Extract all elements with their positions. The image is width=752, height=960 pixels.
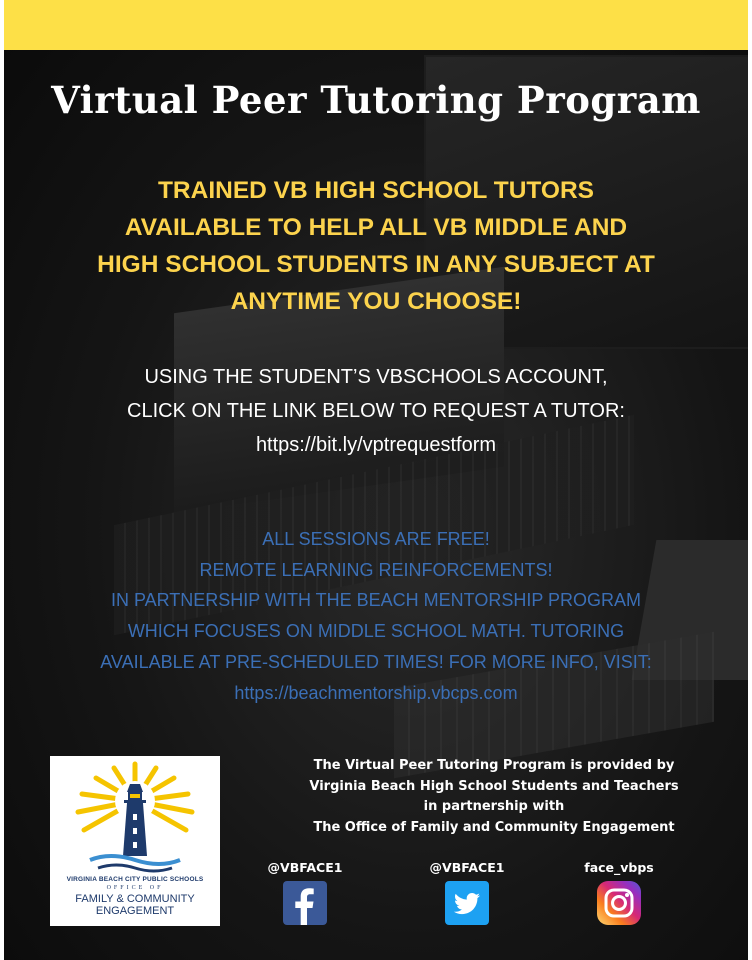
instructions (44, 360, 708, 462)
headline-line: TRAINED VB HIGH SCHOOL TUTORS (157, 177, 595, 204)
headline-line: ANYTIME YOU CHOOSE! (230, 288, 522, 315)
info-line: AVAILABLE AT PRE-SCHEDULED TIMES! FOR MORE INFO, VISIT: (100, 651, 652, 672)
twitter-handle: @VBFACE1 (429, 860, 505, 875)
instructions-line: CLICK ON THE LINK BELOW TO REQUEST A TUTOR: (127, 400, 625, 422)
flyer (4, 0, 748, 960)
info-line: IN PARTNERSHIP WITH THE BEACH MENTORSHIP PROGRAM (110, 590, 642, 611)
provided-line: The Virtual Peer Tutoring Program is provided by (313, 758, 675, 773)
provided-line: Virginia Beach High School Students and Teachers (309, 778, 679, 794)
instagram-link[interactable] (564, 860, 674, 925)
headline-line: HIGH SCHOOL STUDENTS IN ANY SUBJECT AT (97, 251, 655, 278)
top-yellow-bar (4, 0, 748, 50)
program-info (14, 524, 738, 708)
info-line: ALL SESSIONS ARE FREE! (262, 529, 490, 549)
flyer-title: Virtual Peer Tutoring Program (51, 78, 701, 122)
instructions-line: USING THE STUDENT’S VBSCHOOLS ACCOUNT, (144, 366, 608, 388)
instagram-icon[interactable] (597, 881, 641, 925)
facebook-link[interactable] (250, 860, 360, 925)
twitter-icon[interactable] (445, 881, 489, 925)
provided-line: The Office of Family and Community Engagement (313, 819, 675, 835)
logo-line-3a: FAMILY & COMMUNITY (75, 893, 195, 905)
twitter-link[interactable] (412, 860, 522, 925)
logo-line-1: VIRGINIA BEACH CITY PUBLIC SCHOOLS (66, 876, 204, 883)
request-form-link[interactable]: https://bit.ly/vptrequestform (255, 434, 497, 456)
provided-by (244, 756, 744, 838)
info-line: REMOTE LEARNING REINFORCEMENTS! (199, 559, 553, 580)
lighthouse-icon (50, 756, 220, 881)
logo-line-3 (50, 893, 220, 917)
provided-line: in partnership with (423, 799, 565, 814)
logo-line-3b: ENGAGEMENT (95, 905, 175, 917)
mentorship-link[interactable]: https://beachmentorship.vbcps.com (234, 682, 518, 703)
info-line: WHICH FOCUSES ON MIDDLE SCHOOL MATH. TUTORING (127, 621, 625, 642)
headline-line: AVAILABLE TO HELP ALL VB MIDDLE AND (124, 214, 628, 241)
facebook-handle: @VBFACE1 (267, 860, 343, 875)
instagram-handle: face_vbps (584, 860, 654, 875)
fce-logo (50, 756, 220, 926)
facebook-icon[interactable] (283, 881, 327, 925)
headline (44, 172, 708, 320)
logo-line-2: OFFICE OF (106, 885, 164, 891)
